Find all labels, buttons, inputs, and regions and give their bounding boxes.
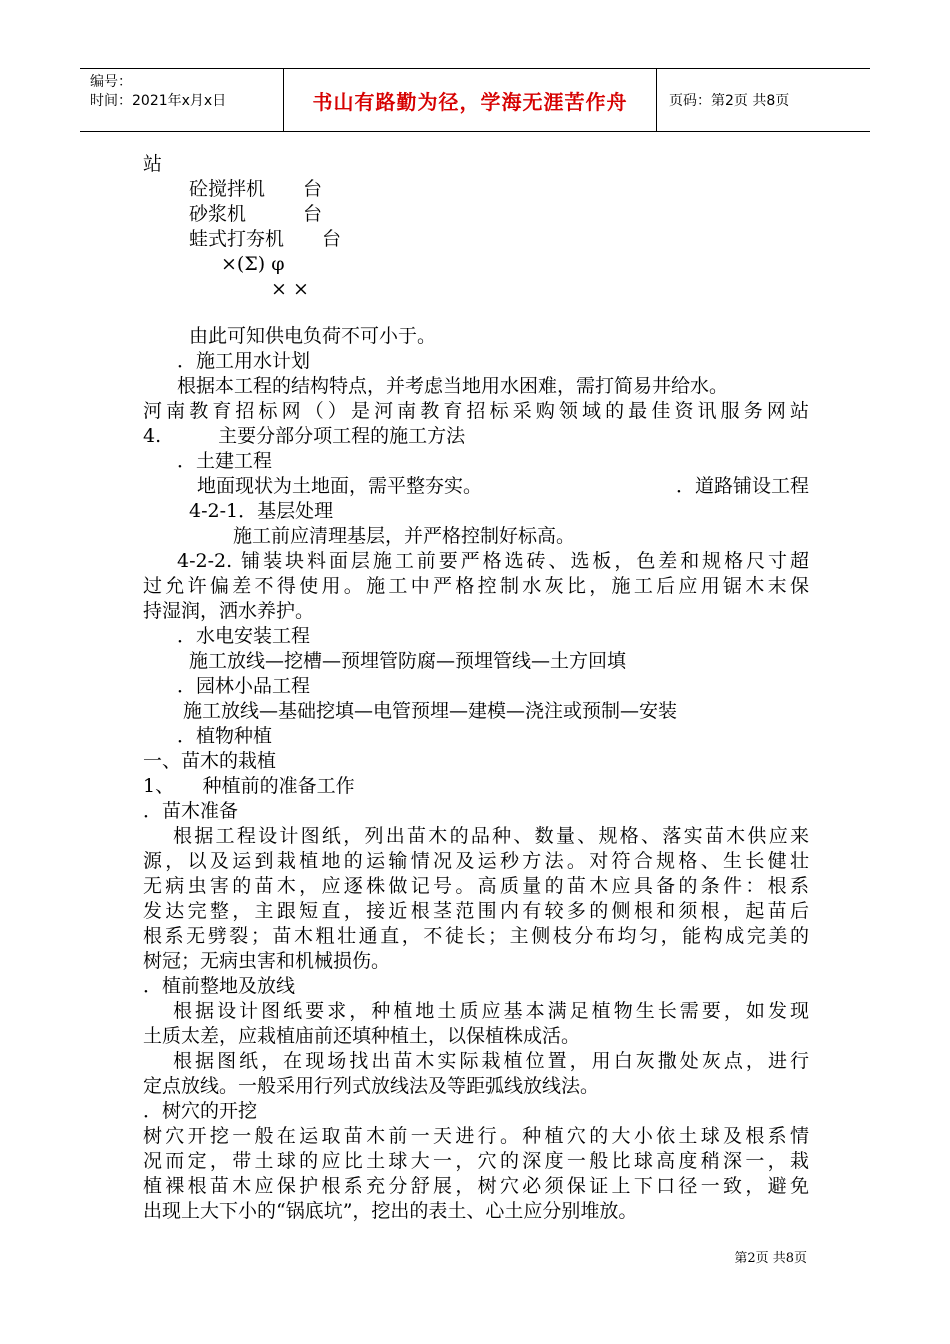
process-line: 施工放线—挖槽—预埋管防腐—预埋管线—土方回填	[189, 650, 627, 672]
doc-time-label: 时间：2021年x月x日	[90, 93, 227, 109]
section-heading: ．水电安装工程	[177, 625, 311, 647]
formula-line: × ×	[271, 278, 309, 300]
paragraph-line: 树冠；无病虫害和机械损伤。	[143, 950, 391, 972]
section-heading: 一、苗木的栽植	[143, 750, 277, 772]
section-heading: 1、 种植前的准备工作	[143, 775, 355, 797]
section-heading: ．园林小品工程	[177, 675, 311, 697]
paragraph-line	[143, 474, 809, 499]
section-heading: ．土建工程	[177, 450, 273, 472]
header-page-label: 页码：第2页 共8页	[669, 93, 790, 109]
equipment-line: 砂浆机 台	[189, 203, 323, 225]
paragraph-line: 无病虫害的苗木，应逐株做记号。高质量的苗木应具备的条件：根系	[143, 875, 809, 897]
section-heading: ．植前整地及放线	[143, 975, 296, 997]
document-body	[143, 152, 809, 1224]
paragraph-line: 过允许偏差不得使用。施工中严格控制水灰比，施工后应用锯木末保	[143, 575, 809, 597]
paragraph-line: 根据工程设计图纸，列出苗木的品种、数量、规格、落实苗木供应来	[173, 825, 809, 847]
page-footer: 第2页 共8页	[734, 1251, 807, 1266]
paragraph-line: 根据设计图纸要求，种植地土质应基本满足植物生长需要，如发现	[173, 1000, 809, 1022]
paragraph-line: 况而定，带土球的应比土球大一，穴的深度一般比球高度稍深一，栽	[143, 1150, 809, 1172]
section-heading: ．植物种植	[177, 725, 273, 747]
paragraph-line: 土质太差，应栽植庙前还填种植土，以保植株成活。	[143, 1025, 581, 1047]
paragraph-line: 河南教育招标网（）是河南教育招标采购领域的最佳资讯服务网站	[143, 400, 809, 422]
header-meta	[80, 69, 283, 131]
paragraph-line: 发达完整，主跟短直，接近根茎范围内有较多的侧根和须根，起苗后	[143, 900, 809, 922]
process-line: 施工放线—基础挖填—电管预埋—建模—浇注或预制—安装	[183, 700, 678, 722]
section-heading: ．树穴的开挖	[143, 1100, 258, 1122]
section-heading: 4. 主要分部分项工程的施工方法	[143, 425, 466, 447]
paragraph-line: 根据图纸，在现场找出苗木实际栽植位置，用白灰撒处灰点，进行	[173, 1050, 809, 1072]
equipment-line: 蛙式打夯机 台	[189, 228, 342, 250]
section-heading: ．施工用水计划	[177, 350, 311, 372]
subsection-heading: 4-2-1．基层处理	[189, 500, 334, 522]
text-line: 站	[143, 153, 163, 175]
paragraph-line: 根系无劈裂；苗木粗壮通直，不徒长；主侧枝分布均匀，能构成完美的	[143, 925, 809, 947]
paragraph-line: 出现上大下小的“锅底坑”，挖出的表土、心土应分别堆放。	[143, 1200, 638, 1222]
paragraph-line: 源，以及运到栽植地的运输情况及运秒方法。对符合规格、生长健壮	[143, 850, 809, 872]
equipment-line: 砼搅拌机 台	[189, 178, 323, 200]
paragraph-line: 定点放线。一般采用行列式放线法及等距弧线放线法。	[143, 1075, 600, 1097]
header-motto: 书山有路勤为径，学海无涯苦作舟	[283, 69, 657, 131]
formula-line: ×(Σ) φ	[221, 253, 285, 275]
section-heading: ．苗木准备	[143, 800, 239, 822]
doc-number-label: 编号：	[90, 74, 132, 90]
paragraph-line: 持湿润，洒水养护。	[143, 600, 315, 622]
paragraph-line: 施工前应清理基层，并严格控制好标高。	[233, 525, 576, 547]
text-segment: 地面现状为土地面，需平整夯实。	[197, 475, 483, 497]
paragraph-line: 根据本工程的结构特点，并考虑当地用水困难，需打简易井给水。	[177, 375, 729, 397]
page-header	[80, 68, 870, 132]
paragraph-line: 树穴开挖一般在运取苗木前一天进行。种植穴的大小依土球及根系情	[143, 1125, 809, 1147]
section-heading: ．道路铺设工程	[675, 475, 809, 497]
paragraph-line: 植裸根苗木应保护根系充分舒展，树穴必须保证上下口径一致，避免	[143, 1175, 809, 1197]
paragraph-line: 4-2-2. 铺装块料面层施工前要严格选砖、选板，色差和规格尺寸超	[177, 550, 809, 572]
text-line: 由此可知供电负荷不可小于。	[189, 325, 437, 347]
